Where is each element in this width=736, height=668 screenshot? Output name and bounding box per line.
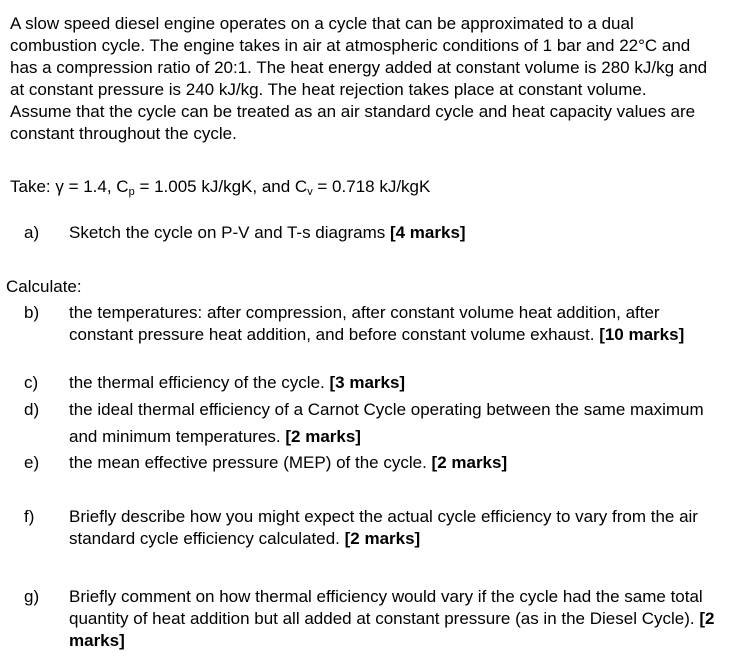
question-text [69, 586, 719, 652]
question-letter: c) [24, 373, 39, 392]
question-body: the thermal efficiency of the cycle. [69, 373, 325, 392]
question-letter: a) [24, 223, 40, 242]
question-body: the mean effective pressure (MEP) of the cycle. [69, 453, 427, 472]
question-marks: [10 marks] [599, 325, 685, 344]
question-body: the temperatures: after compression, after constant volume heat addition, after constant pressure heat addition, and before constant volume exhaust. [69, 303, 660, 344]
question-letter: f) [24, 507, 35, 526]
question-letter: g) [24, 587, 40, 606]
question-body: Briefly describe how you might expect the actual cycle efficiency to vary from the air standard cycle efficiency calculated. [69, 507, 698, 548]
question-text [69, 452, 719, 474]
question-letter: e) [24, 453, 40, 472]
question-body: Briefly comment on how thermal efficiency would vary if the cycle had the same total quantity of heat addition but all added at constant pressure (as in the Diesel Cycle). [69, 587, 703, 628]
question-letter: b) [24, 303, 40, 322]
question-marks: [2 marks] [431, 453, 508, 472]
question-marks: [4 marks] [389, 223, 466, 242]
question-text [69, 506, 719, 550]
cp-subscript: p [128, 186, 135, 198]
question-text [69, 222, 719, 244]
take-prefix: Take: γ = 1.4, C [10, 177, 129, 196]
given-constants [10, 176, 430, 203]
question-marks: [3 marks] [329, 373, 406, 392]
question-body: the ideal thermal efficiency of a Carnot Cycle operating between the same maximum and minimum temperatures. [69, 400, 704, 446]
take-mid: = 1.005 kJ/kgK, and C [134, 177, 308, 196]
question-text [69, 396, 719, 450]
question-text [69, 372, 719, 394]
question-marks: [2 marks] [344, 529, 421, 548]
calculate-heading: Calculate: [6, 277, 82, 296]
cv-subscript: v [307, 186, 313, 198]
question-body: Sketch the cycle on P-V and T-s diagrams [69, 223, 386, 242]
question-marks: [2 marks] [69, 609, 715, 650]
question-letter: d) [24, 400, 40, 419]
problem-statement: A slow speed diesel engine operates on a cycle that can be approximated to a dual combustion cycle. The engine takes in air at atmospheric conditions of 1 bar and 22°C and has a compression ratio of 20:1. The heat energy added at constant volume is 280 kJ/kg and at constant pressure is 240 kJ/kg. The heat rejection takes place at constant volume. Assume that the cycle can be treated as an air standard cycle and heat capacity values are constant throughout the cycle. [10, 14, 708, 143]
question-text [69, 302, 719, 346]
question-marks: [2 marks] [285, 427, 361, 446]
take-suffix: = 0.718 kJ/kgK [312, 177, 431, 196]
